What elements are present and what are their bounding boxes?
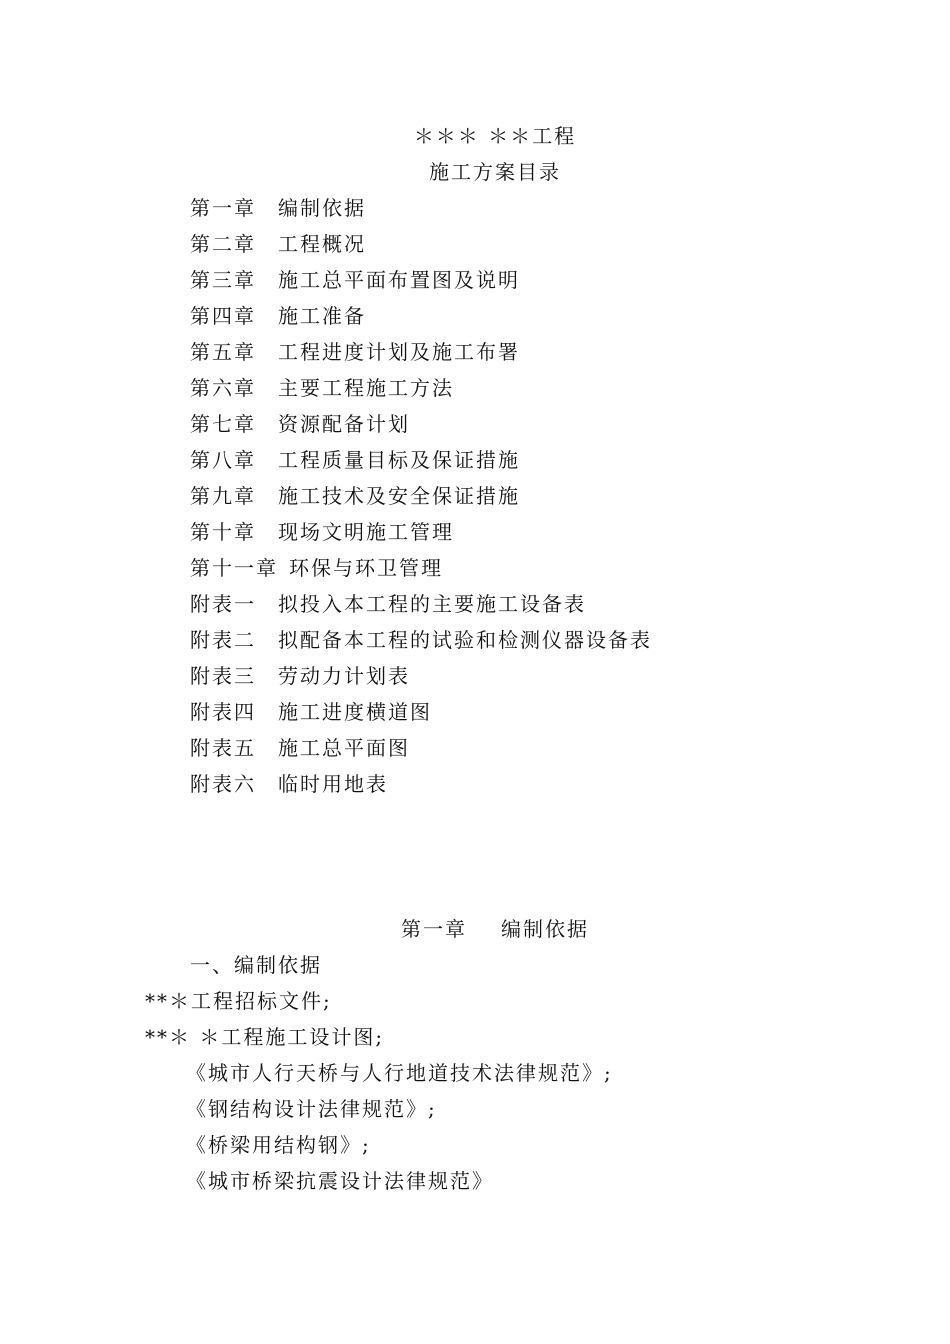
- toc-item: [190, 375, 454, 401]
- toc-item: [190, 627, 652, 653]
- basis-item: 《钢结构设计法律规范》;: [186, 1097, 437, 1121]
- toc-item-title: 施工总平面图: [278, 736, 410, 760]
- toc-item: [190, 195, 366, 221]
- toc-item-number: 附表五: [190, 736, 256, 760]
- toc-item: [190, 519, 454, 545]
- toc-item-title: 工程质量目标及保证措施: [278, 448, 520, 472]
- basis-item: 《城市人行天桥与人行地道技术法律规范》;: [186, 1061, 613, 1085]
- project-title: ＊＊＊ ＊＊工程: [413, 124, 577, 148]
- toc-item-number: 第八章: [190, 448, 256, 472]
- toc-item-title: 资源配备计划: [278, 412, 410, 436]
- toc-item-number: 第三章: [190, 268, 256, 292]
- toc-item-title: 拟配备本工程的试验和检测仪器设备表: [278, 628, 652, 652]
- toc-item: [190, 591, 586, 617]
- toc-item-title: 劳动力计划表: [278, 664, 410, 688]
- toc-item-number: 第九章: [190, 484, 256, 508]
- toc-item-number: 附表六: [190, 772, 256, 796]
- toc-item-title: 拟投入本工程的主要施工设备表: [278, 592, 586, 616]
- chapter-number: 第一章: [401, 917, 467, 941]
- toc-item-title: 工程概况: [278, 232, 366, 256]
- toc-item-title: 施工总平面布置图及说明: [278, 268, 520, 292]
- toc-item: [190, 771, 388, 797]
- toc-item-title: 施工进度横道图: [278, 700, 432, 724]
- toc-item: [190, 447, 520, 473]
- toc-item-title: 主要工程施工方法: [278, 376, 454, 400]
- toc-item-number: 第四章: [190, 304, 256, 328]
- toc-item-number: 第七章: [190, 412, 256, 436]
- toc-item-number: 附表一: [190, 592, 256, 616]
- toc-item: [190, 411, 410, 437]
- toc-item-number: 第二章: [190, 232, 256, 256]
- toc-item: [190, 267, 520, 293]
- toc-item-title: 环保与环卫管理: [289, 556, 443, 580]
- basis-item: **＊ ＊工程施工设计图;: [145, 1025, 385, 1049]
- chapter-title: 编制依据: [501, 917, 589, 941]
- toc-item-number: 附表三: [190, 664, 256, 688]
- toc-item-title: 施工技术及安全保证措施: [278, 484, 520, 508]
- toc-item-number: 附表四: [190, 700, 256, 724]
- toc-item: [190, 735, 410, 761]
- toc-title: 施工方案目录: [429, 160, 561, 184]
- toc-item-title: 编制依据: [278, 196, 366, 220]
- toc-item: [190, 231, 366, 257]
- toc-item: [190, 303, 366, 329]
- toc-item-number: 附表二: [190, 628, 256, 652]
- basis-item: 《桥梁用结构钢》;: [186, 1133, 371, 1157]
- toc-item: [190, 483, 520, 509]
- toc-item: [190, 339, 520, 365]
- toc-item-title: 现场文明施工管理: [278, 520, 454, 544]
- toc-item: [190, 699, 432, 725]
- toc-item-title: 工程进度计划及施工布署: [278, 340, 520, 364]
- toc-item: [190, 663, 410, 689]
- toc-item: [190, 555, 443, 581]
- toc-item-number: 第五章: [190, 340, 256, 364]
- basis-item: 《城市桥梁抗震设计法律规范》: [186, 1169, 494, 1193]
- section-heading: 一、编制依据: [190, 953, 322, 977]
- toc-item-number: 第一章: [190, 196, 256, 220]
- toc-item-number: 第六章: [190, 376, 256, 400]
- chapter-heading: [0, 916, 950, 942]
- toc-item-title: 临时用地表: [278, 772, 388, 796]
- toc-item-number: 第十章: [190, 520, 256, 544]
- basis-item: **＊工程招标文件;: [145, 989, 332, 1013]
- toc-item-number: 第十一章: [190, 556, 278, 580]
- toc-item-title: 施工准备: [278, 304, 366, 328]
